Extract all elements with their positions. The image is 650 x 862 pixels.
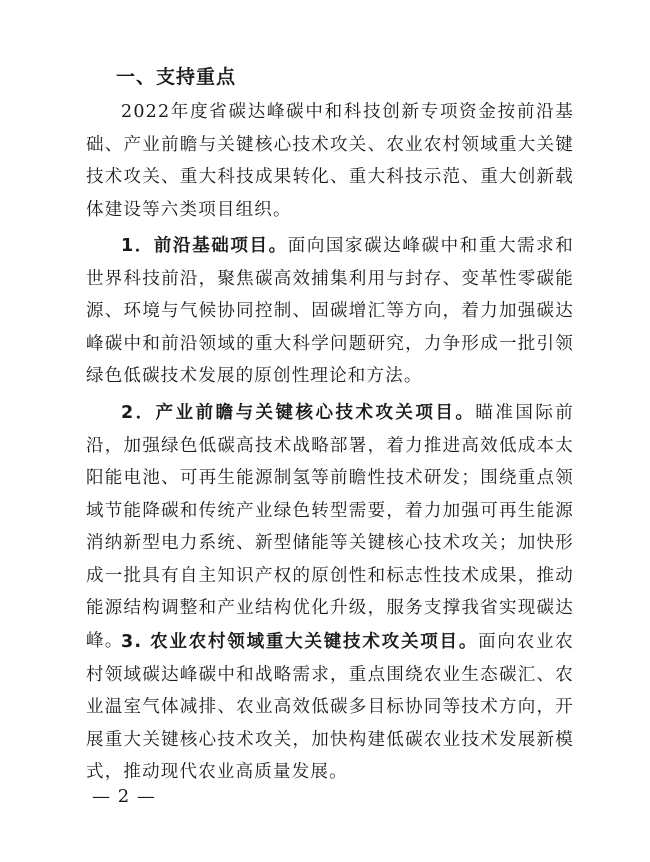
intro-text: 2022年度省碳达峰碳中和科技创新专项资金按前沿基础、产业前瞻与关键核心技术攻关、农业农村领域重大关键技术攻关、重大科技成果转化、重大科技示范、重大创新载体建设等六类项目组织。 bbox=[86, 102, 574, 220]
item-text-3: 面向农业农村领域碳达峰碳中和战略需求，重点围绕农业生态碳汇、农业温室气体减排、农业高效低碳多目标协同等技术方向，开展重大关键核心技术攻关，加快构建低碳农业技术发展新模式，推动现代农业高质量发展。 bbox=[86, 632, 575, 782]
item-text-2: 瞄准国际前沿，加强绿色低碳高技术战略部署，着力推进高效低成本太阳能电池、可再生能源制氢等前瞻性技术研发；围绕重点领域节能降碳和传统产业绿色转型需要，着力加强可再生能源消纳新型电力系统、新型储能等关键核心技术攻关；加快形成一批具有自主知识产权的原创性和标志性技术成果，推动能源结构调整和产业结构优化升级，服务支撑我省实现碳达峰。 bbox=[86, 403, 575, 651]
item-text-1: 面向国家碳达峰碳中和重大需求和世界科技前沿，聚焦碳高效捕集利用与封存、变革性零碳能源、环境与气候协同控制、固碳增汇等方向，着力加强碳达峰碳中和前沿领域的重大科学问题研究，力争形成一批引领绿色低碳技术发展的原创性理论和方法。 bbox=[86, 236, 574, 386]
item-paragraph-2 bbox=[86, 397, 574, 657]
intro-paragraph bbox=[86, 96, 574, 226]
item-lead-3: 3. 农业农村领域重大关键技术攻关项目。 bbox=[121, 632, 479, 652]
item-lead-2: 2．产业前瞻与关键核心技术攻关项目。 bbox=[121, 403, 476, 423]
item-paragraph-1 bbox=[86, 230, 574, 393]
section-heading: 一、支持重点 bbox=[116, 66, 237, 88]
page-number: — 2 — bbox=[92, 786, 156, 807]
item-lead-1: 1．前沿基础项目。 bbox=[121, 236, 288, 256]
item-paragraph-3 bbox=[86, 626, 574, 789]
